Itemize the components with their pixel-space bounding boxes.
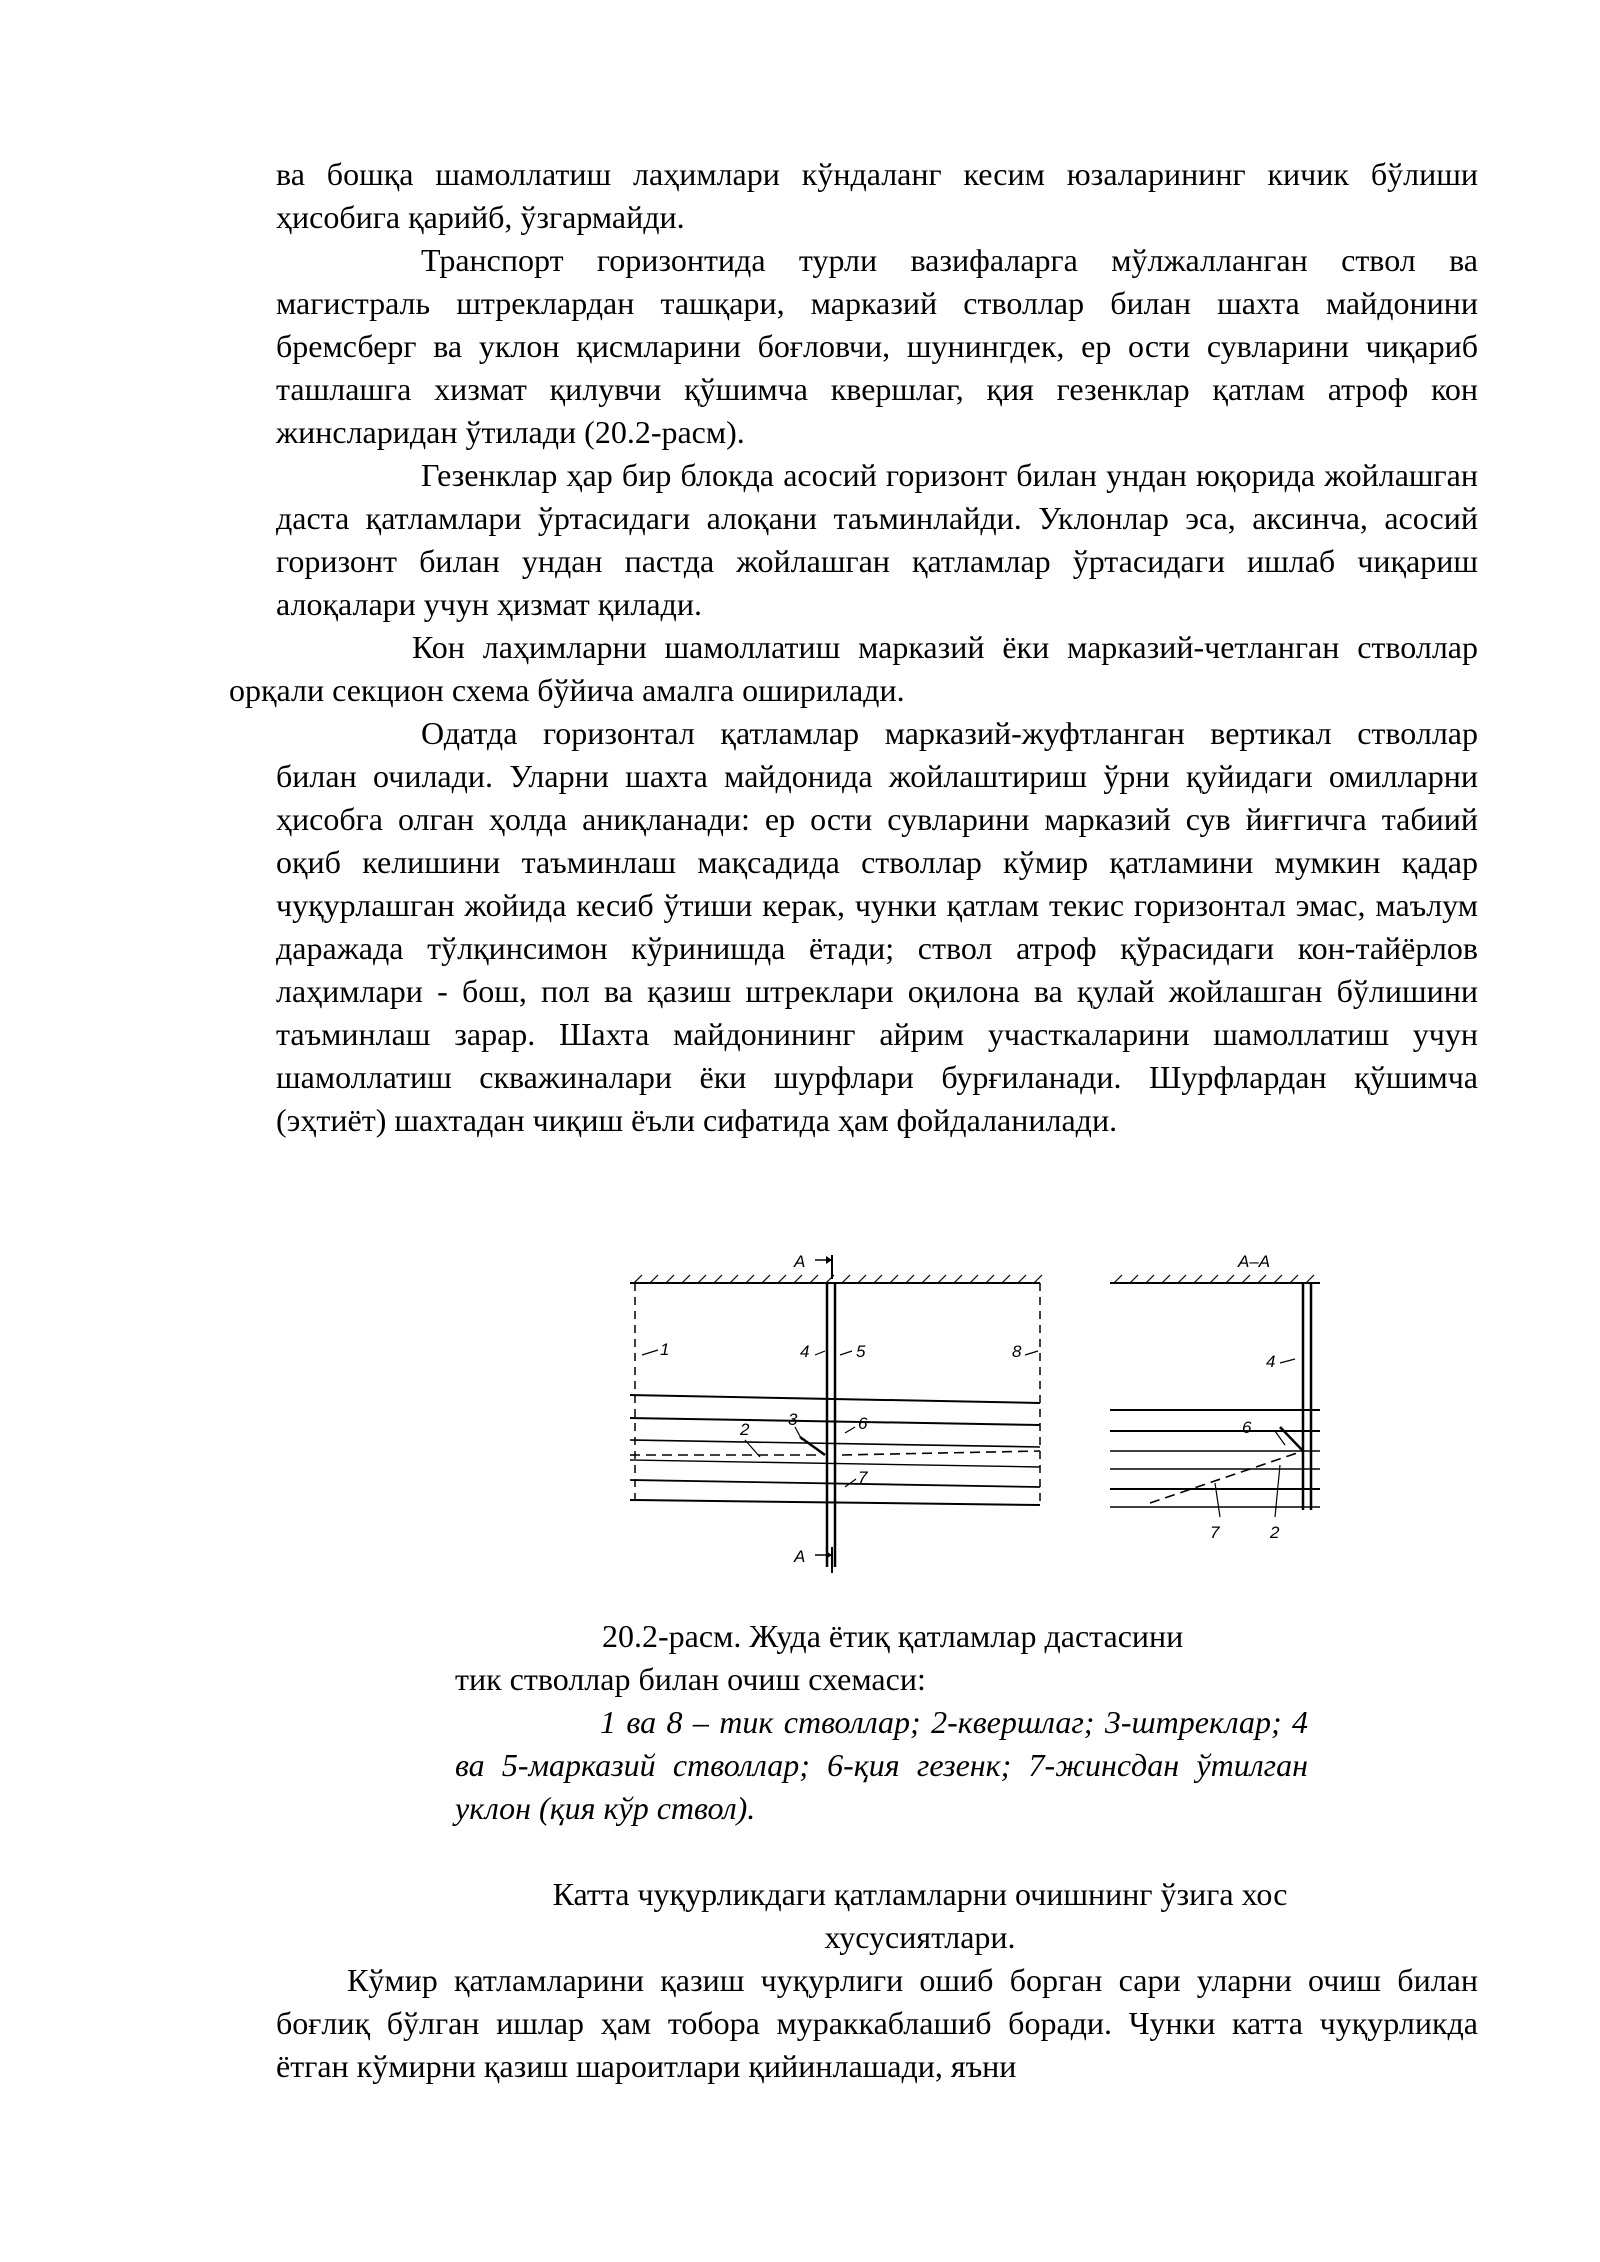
paragraph-gezenks: Гезенклар ҳар бир блокда асосий горизонт билан ундан юқорида жойлашган даста қатламлари ўртасидаги алоқани таъминлайди. Уклонлар эса, аксинча, асосий горизонт билан ундан пастда жойлашган қатламлар ўртасидаги ишлаб чиқариш алоқалари учун ҳизмат қилади.	[276, 457, 1478, 622]
figure-caption-line-2: тик стволлар билан очиш схемаси:	[455, 1661, 926, 1697]
figure-caption-line-1: 20.2-расм. Жуда ётиқ қатламлар дастасини	[602, 1618, 1184, 1654]
label-3: 3	[788, 1410, 798, 1429]
label-2-section: 2	[1270, 1523, 1280, 1542]
label-4: 4	[800, 1342, 810, 1361]
label-8: 8	[1012, 1342, 1022, 1361]
section-heading: Катта чуқурликдаги қатламларни очишнинг ўзига хос хусусиятлари.	[552, 1876, 1288, 1955]
paragraph-transport-horizon: Транспорт горизонтида турли вазифаларга мўлжалланган ствол ва магистраль штреклардан ташқари, марказий стволлар билан шахта майдонини бремсберг ва уклон қисмларини боғловчи, шунингдек, ер ости сувларини чиқариб ташлашга хизмат қилувчи қўшимча квершлаг, қия гезенклар қатлам атроф кон жинсларидан ўтилади (20.2-расм).	[276, 242, 1478, 450]
label-2: 2	[740, 1420, 750, 1439]
paragraph-intro-continuation: ва бошқа шамоллатиш лаҳимлари кўндаланг кесим юзаларининг кичик бўлиши ҳисобига қарийб, ўзгармайди.	[276, 156, 1478, 235]
label-6-section: 6	[1242, 1418, 1252, 1437]
label-1: 1	[660, 1340, 670, 1359]
section-view	[1110, 1275, 1320, 1517]
figure-shaft-scheme	[620, 1255, 1340, 1600]
label-6: 6	[858, 1414, 868, 1433]
section-label-a-top: А	[794, 1255, 806, 1271]
label-7-section: 7	[1210, 1523, 1220, 1542]
label-4-section: 4	[1266, 1352, 1276, 1371]
section-title-a-a: А–А	[1238, 1255, 1271, 1271]
label-7: 7	[858, 1468, 868, 1487]
section-label-a-bottom: А	[794, 1547, 806, 1566]
figure-legend: 1 ва 8 – тик стволлар; 2-квершлаг; 3-штреклар; 4 ва 5-марказий стволлар; 6-қия гезенк; 7-жинсдан ўтилган уклон (қия кўр ствол).	[455, 1704, 1308, 1826]
label-5: 5	[856, 1342, 866, 1361]
paragraph-horizontal-seams: Одатда горизонтал қатламлар марказий-жуфтланган вертикал стволлар билан очилади. Уларни шахта майдонида жойлаштириш ўрни қуйидаги омилларни ҳисобга олган ҳолда аниқланади: ер ости сувларини марказий сув йиғгичга табиий оқиб келишини таъминлаш мақсадида стволлар кўмир қатламини мумкин қадар чуқурлашган жойида кесиб ўтиши керак, чунки қатлам текис горизонтал эмас, маълум даражада тўлқинсимон кўринишда ётади; ствол атроф қўрасидаги кон-тайёрлов лаҳимлари - бош, пол ва қазиш штреклари оқилона ва қулай жойлашган бўлишини таъминлаш зарар. Шахта майдонининг айрим участкаларини шамоллатиш учун шамоллатиш скважиналари ёки шурфлари бурғиланади. Шурфлардан қўшимча (эҳтиёт) шахтадан чиқиш ёъли сифатида ҳам фойдаланилади.	[276, 715, 1478, 1138]
paragraph-deep-mining: Кўмир қатламларини қазиш чуқурлиги ошиб борган сари уларни очиш билан боғлиқ бўлган ишлар ҳам тобора мураккаблашиб боради. Чунки катта чуқурликда ётган кўмирни қазиш шароитлари қийинлашади, яъни	[276, 1962, 1478, 2084]
paragraph-ventilation: Кон лаҳимларни шамоллатиш марказий ёки марказий-четланган стволлар орқали секцион схема бўйича амалга оширилади.	[229, 629, 1478, 708]
plan-view	[630, 1255, 1042, 1573]
